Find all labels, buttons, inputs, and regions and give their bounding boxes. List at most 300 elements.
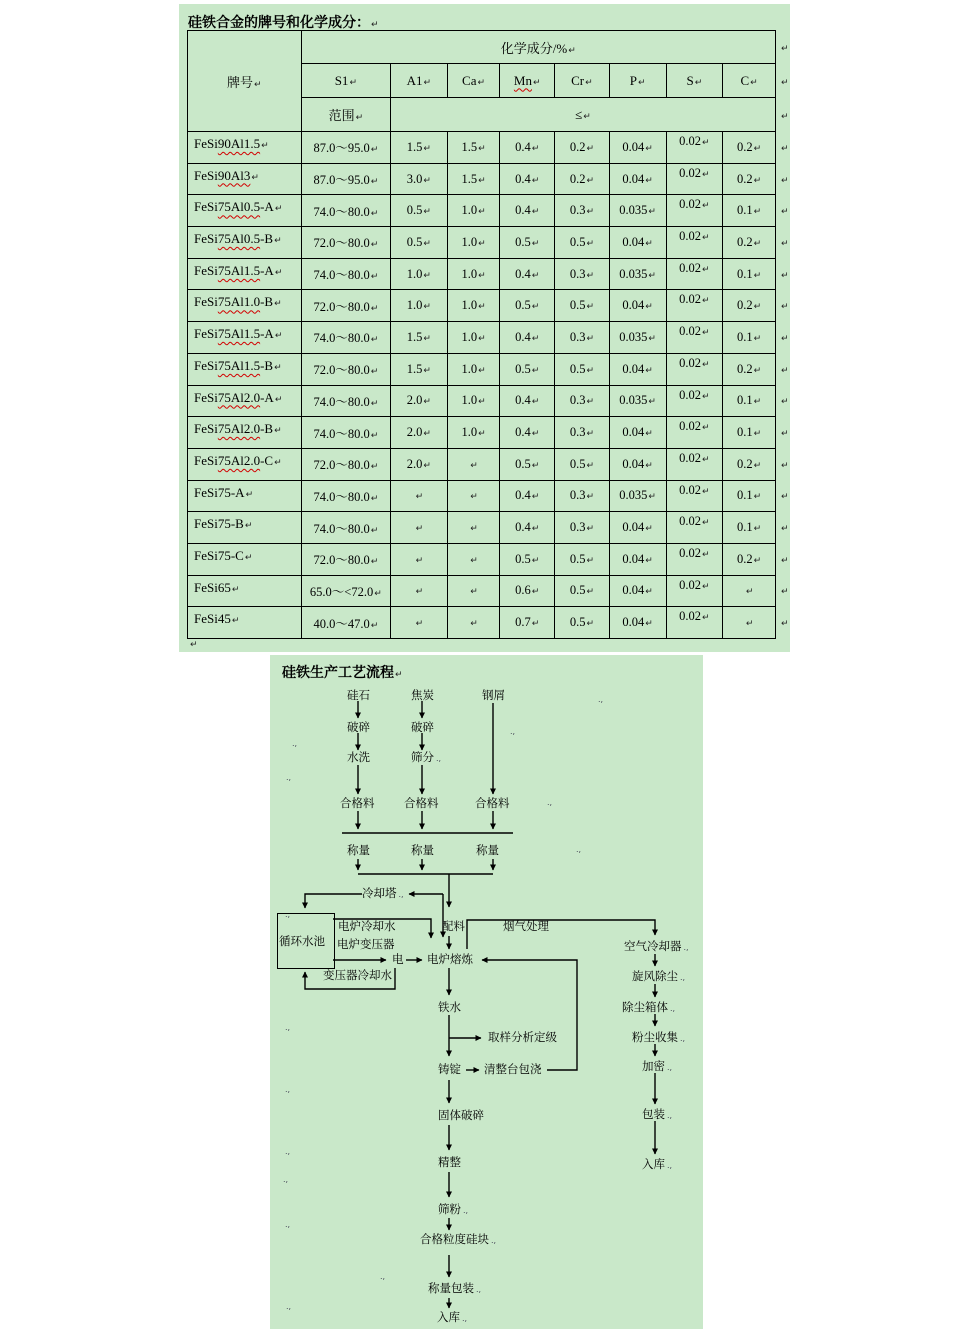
value-cell: 0.035↵ — [609, 258, 666, 290]
format-mark: ., — [283, 1175, 289, 1184]
pilcrow-mark: ↵ — [423, 77, 432, 88]
pilcrow-mark: ↵ — [753, 397, 762, 408]
header-limit: ≤↵ — [391, 98, 776, 132]
pilcrow-mark: ↵ — [371, 20, 379, 30]
value-cell: 0.4↵ — [500, 258, 555, 290]
pilcrow-mark: ↵ — [244, 521, 253, 532]
pilcrow-mark: ↵ — [780, 207, 789, 218]
format-mark: ., — [667, 1063, 673, 1072]
value-cell: 0.1↵ — [723, 417, 776, 449]
header-composition-group: 化学成分/%↵ — [301, 31, 775, 64]
value-cell: 0.4↵ — [500, 512, 555, 544]
header-range: 范围↵ — [301, 98, 390, 132]
flow-node-sieve: 筛粉 ., — [438, 1204, 469, 1216]
pilcrow-mark: ↵ — [415, 555, 424, 566]
misspelled-text: 75Al1.0 — [217, 294, 261, 310]
pilcrow-mark: ↵ — [645, 143, 653, 154]
pilcrow-mark: ↵ — [261, 141, 269, 151]
pilcrow-mark: ↵ — [586, 207, 594, 218]
value-cell: 0.2↵ — [723, 132, 776, 164]
flow-node-silica: 硅石 — [347, 690, 370, 702]
value-cell: 74.0～80.0↵ — [301, 385, 390, 417]
row-end-mark — [775, 227, 789, 259]
pilcrow-mark: ↵ — [702, 264, 710, 275]
misspelled-text: 90Al1.5 — [217, 136, 261, 151]
value-cell: 0.035↵ — [609, 322, 666, 354]
flow-node-fluegas: 烟气处理 — [503, 921, 549, 933]
pilcrow-mark: ↵ — [370, 335, 379, 346]
pilcrow-mark: ↵ — [702, 454, 710, 465]
table-row — [188, 607, 790, 639]
pilcrow-mark: ↵ — [395, 670, 403, 680]
pilcrow-mark: ↵ — [245, 489, 254, 500]
pilcrow-mark: ↵ — [586, 238, 594, 249]
value-cell: 0.5↵ — [500, 227, 555, 259]
pilcrow-mark: ↵ — [254, 79, 262, 90]
value-cell: 0.5↵ — [391, 227, 448, 259]
grade-cell: FeSi75Al2.0-B↵ — [188, 417, 302, 449]
flow-node-dustbox: 除尘箱体 ., — [622, 1002, 676, 1014]
value-cell — [447, 480, 500, 512]
header-element: C↵ — [723, 64, 776, 98]
pilcrow-mark: ↵ — [780, 460, 789, 471]
value-cell: 0.02↵ — [666, 258, 723, 290]
pilcrow-mark: ↵ — [780, 429, 789, 440]
value-cell: 0.4↵ — [500, 322, 555, 354]
pilcrow-mark: ↵ — [645, 619, 653, 630]
value-cell: 0.02↵ — [666, 322, 723, 354]
pilcrow-mark: ↵ — [702, 549, 710, 560]
pilcrow-mark: ↵ — [531, 270, 540, 281]
pilcrow-mark: ↵ — [780, 619, 789, 630]
header-element: Cr↵ — [555, 64, 610, 98]
row-end-mark — [775, 512, 789, 544]
pilcrow-mark: ↵ — [753, 270, 762, 281]
pilcrow-mark: ↵ — [274, 204, 283, 215]
value-cell: 0.04↵ — [609, 417, 666, 449]
pilcrow-mark: ↵ — [648, 492, 656, 503]
pilcrow-mark: ↵ — [702, 391, 710, 402]
table-title-text: 硅铁合金的牌号和化学成分： — [188, 16, 370, 31]
pilcrow-mark: ↵ — [531, 587, 540, 598]
pilcrow-mark: ↵ — [645, 175, 653, 186]
pilcrow-mark: ↵ — [423, 238, 431, 249]
value-cell: 3.0↵ — [391, 163, 448, 195]
value-cell — [723, 607, 776, 639]
pilcrow-mark: ↵ — [780, 302, 789, 313]
pilcrow-mark: ↵ — [702, 138, 710, 148]
pilcrow-mark: ↵ — [274, 362, 282, 373]
table-row — [188, 163, 790, 195]
pilcrow-mark: ↵ — [586, 587, 594, 598]
value-cell: 74.0～80.0↵ — [301, 417, 390, 449]
pilcrow-mark: ↵ — [531, 524, 540, 535]
pilcrow-mark: ↵ — [415, 619, 424, 630]
value-cell: 0.04↵ — [609, 227, 666, 259]
pilcrow-mark: ↵ — [568, 45, 576, 56]
value-cell: 1.0↵ — [447, 290, 500, 322]
value-cell: 0.2↵ — [723, 448, 776, 480]
flow-node-okblock: 合格粒度硅块 ., — [420, 1234, 497, 1246]
pilcrow-mark: ↵ — [585, 77, 593, 88]
flow-node-coke: 焦炭 — [411, 690, 434, 702]
value-cell: 0.02↵ — [666, 385, 723, 417]
table-row — [188, 322, 790, 354]
value-cell: 0.02↵ — [666, 227, 723, 259]
format-mark: ., — [670, 1004, 676, 1013]
flow-node-weigh2: 称量 — [411, 845, 434, 857]
pilcrow-mark: ↵ — [423, 207, 431, 218]
value-cell: 0.04↵ — [609, 512, 666, 544]
value-cell: 0.04↵ — [609, 448, 666, 480]
pilcrow-mark: ↵ — [423, 460, 431, 471]
pilcrow-mark: ↵ — [470, 619, 478, 630]
value-cell: 74.0～80.0↵ — [301, 195, 390, 227]
pilcrow-mark: ↵ — [780, 365, 789, 376]
pilcrow-mark: ↵ — [702, 233, 710, 244]
format-mark: ., — [491, 1236, 497, 1245]
flow-node-store-r: 入库 ., — [642, 1159, 673, 1171]
pilcrow-mark: ↵ — [586, 302, 594, 313]
grade-cell: FeSi75Al1.5-B↵ — [188, 353, 302, 385]
value-cell: 0.5↵ — [500, 448, 555, 480]
pilcrow-mark: ↵ — [645, 524, 653, 535]
grade-cell: FeSi75Al1.0-B↵ — [188, 290, 302, 322]
value-cell: 65.0～<72.0↵ — [301, 575, 390, 607]
value-cell: 74.0～80.0↵ — [301, 512, 390, 544]
pilcrow-mark: ↵ — [370, 620, 379, 631]
pilcrow-mark: ↵ — [586, 143, 594, 154]
pilcrow-mark: ↵ — [780, 555, 789, 566]
value-cell: 0.035↵ — [609, 480, 666, 512]
pilcrow-mark: ↵ — [753, 238, 762, 249]
pilcrow-mark: ↵ — [532, 77, 541, 88]
pilcrow-mark: ↵ — [702, 423, 710, 434]
format-mark: ., — [292, 739, 298, 748]
value-cell: 0.5↵ — [391, 195, 448, 227]
pilcrow-mark: ↵ — [370, 145, 379, 156]
value-cell: 40.0～47.0↵ — [301, 607, 390, 639]
value-cell: 1.0↵ — [447, 227, 500, 259]
pilcrow-mark: ↵ — [423, 270, 431, 281]
value-cell: 87.0～95.0↵ — [301, 132, 390, 164]
value-cell: 74.0～80.0↵ — [301, 480, 390, 512]
format-mark: ., — [436, 754, 442, 763]
pilcrow-mark: ↵ — [274, 236, 282, 247]
format-mark: ., — [683, 943, 689, 952]
pilcrow-mark: ↵ — [231, 616, 240, 627]
value-cell: 0.3↵ — [555, 512, 610, 544]
format-mark: ., — [286, 773, 292, 782]
grade-cell: FeSi90Al3↵ — [188, 163, 302, 195]
pilcrow-mark: ↵ — [586, 524, 594, 535]
row-end-mark — [775, 98, 789, 132]
value-cell: 0.02↵ — [666, 290, 723, 322]
value-cell: 1.0↵ — [447, 322, 500, 354]
flow-node-efwater: 电炉冷却水 — [338, 921, 396, 933]
value-cell: 1.0↵ — [447, 417, 500, 449]
row-end-mark — [775, 258, 789, 290]
value-cell: 1.0↵ — [391, 258, 448, 290]
misspelled-text: 75Al2.0 — [217, 452, 261, 468]
pilcrow-mark: ↵ — [745, 587, 754, 598]
format-mark: ., — [462, 1314, 468, 1323]
pilcrow-mark: ↵ — [415, 587, 424, 598]
flow-node-screen: 筛分 ., — [411, 752, 442, 764]
format-mark: ., — [547, 798, 553, 807]
format-mark: ., — [510, 727, 516, 736]
value-cell: 0.04↵ — [609, 163, 666, 195]
pilcrow-mark: ↵ — [702, 581, 710, 592]
pilcrow-mark: ↵ — [355, 113, 364, 123]
flow-node-ok1: 合格料 — [340, 798, 375, 810]
value-cell: 87.0～95.0↵ — [301, 163, 390, 195]
grade-cell: FeSi75-B↵ — [188, 512, 302, 544]
pilcrow-mark: ↵ — [637, 77, 646, 88]
pilcrow-mark: ↵ — [478, 429, 486, 440]
row-end-mark — [775, 163, 789, 195]
value-cell — [447, 543, 500, 575]
pilcrow-mark: ↵ — [750, 77, 758, 88]
format-mark: ., — [380, 1272, 386, 1281]
value-cell: 0.3↵ — [555, 417, 610, 449]
value-cell — [391, 543, 448, 575]
pilcrow-mark: ↵ — [478, 333, 486, 344]
value-cell: 1.5↵ — [391, 132, 448, 164]
pilcrow-mark: ↵ — [702, 518, 710, 529]
flow-node-scrap: 钢屑 — [482, 690, 505, 702]
format-mark: ., — [285, 1220, 291, 1229]
pilcrow-mark: ↵ — [477, 77, 486, 88]
pilcrow-mark: ↵ — [423, 429, 431, 440]
value-cell: 0.5↵ — [555, 575, 610, 607]
pilcrow-mark: ↵ — [244, 552, 253, 563]
value-cell: 1.0↵ — [447, 258, 500, 290]
flow-node-eftrans: 电炉变压器 — [337, 939, 395, 951]
grade-cell: FeSi75Al1.5-A↵ — [188, 258, 302, 290]
format-mark: ., — [576, 845, 582, 854]
value-cell: 0.3↵ — [555, 480, 610, 512]
pilcrow-mark: ↵ — [415, 492, 424, 503]
value-cell: 2.0↵ — [391, 417, 448, 449]
format-mark: ., — [476, 1285, 482, 1294]
pilcrow-mark: ↵ — [531, 143, 540, 154]
value-cell: 0.02↵ — [666, 163, 723, 195]
value-cell: 0.02↵ — [666, 543, 723, 575]
pilcrow-mark: ↵ — [531, 429, 540, 440]
pilcrow-mark: ↵ — [370, 367, 379, 378]
pilcrow-mark: ↵ — [478, 207, 486, 218]
pilcrow-mark: ↵ — [370, 430, 379, 441]
pilcrow-mark: ↵ — [531, 175, 540, 186]
misspelled-text: 75Al1.5 — [217, 357, 261, 373]
pilcrow-mark: ↵ — [645, 429, 653, 440]
format-mark: ., — [667, 1111, 673, 1120]
row-end-mark — [775, 195, 789, 227]
value-cell: 72.0～80.0↵ — [301, 543, 390, 575]
value-cell: 74.0～80.0↵ — [301, 258, 390, 290]
table-row — [188, 290, 790, 322]
row-end-mark — [775, 480, 789, 512]
value-cell: 0.2↵ — [723, 227, 776, 259]
pilcrow-mark: ↵ — [423, 143, 431, 154]
value-cell: 0.035↵ — [609, 195, 666, 227]
pilcrow-mark: ↵ — [702, 169, 710, 180]
value-cell: 0.1↵ — [723, 322, 776, 354]
flow-node-crush2: 破碎 — [411, 722, 434, 734]
value-cell: 2.0↵ — [391, 448, 448, 480]
value-cell: 0.2↵ — [723, 163, 776, 195]
value-cell: 0.2↵ — [723, 543, 776, 575]
pilcrow-mark: ↵ — [531, 492, 540, 503]
pilcrow-mark: ↵ — [694, 77, 703, 88]
pilcrow-mark: ↵ — [274, 426, 282, 437]
pilcrow-mark: ↵ — [645, 302, 653, 313]
pilcrow-mark: ↵ — [190, 640, 198, 650]
value-cell: 72.0～80.0↵ — [301, 227, 390, 259]
pilcrow-mark: ↵ — [780, 175, 789, 186]
flow-node-finish: 精整 — [438, 1157, 461, 1169]
pilcrow-mark: ↵ — [586, 492, 594, 503]
pilcrow-mark: ↵ — [753, 492, 762, 503]
pilcrow-mark: ↵ — [780, 524, 789, 535]
value-cell: 0.02↵ — [666, 195, 723, 227]
value-cell: 0.02↵ — [666, 132, 723, 164]
row-end-mark — [775, 290, 789, 322]
value-cell: 0.5↵ — [555, 448, 610, 480]
pilcrow-mark: ↵ — [586, 619, 594, 630]
row-end-mark — [775, 385, 789, 417]
value-cell: 0.4↵ — [500, 132, 555, 164]
value-cell: 0.2↵ — [555, 163, 610, 195]
pilcrow-mark: ↵ — [370, 525, 379, 536]
pilcrow-mark: ↵ — [648, 270, 656, 281]
grade-cell: FeSi75Al2.0-C↵ — [188, 448, 302, 480]
format-mark: ., — [285, 1085, 291, 1094]
value-cell: 0.2↵ — [723, 290, 776, 322]
pilcrow-mark: ↵ — [531, 555, 540, 566]
flow-node-pack: 包装 ., — [642, 1109, 673, 1121]
flowchart-title-text: 硅铁生产工艺流程 — [282, 666, 394, 681]
header-element: S↵ — [666, 64, 723, 98]
table-row — [188, 575, 790, 607]
pilcrow-mark: ↵ — [648, 333, 656, 344]
flowchart-panel — [270, 655, 703, 1329]
row-end-mark — [775, 543, 789, 575]
alloy-composition-table — [187, 30, 790, 639]
pilcrow-mark: ↵ — [531, 397, 540, 408]
pilcrow-mark: ↵ — [470, 524, 478, 535]
flow-node-wash: 水洗 — [347, 752, 370, 764]
pilcrow-mark: ↵ — [231, 584, 240, 595]
pilcrow-mark: ↵ — [753, 143, 762, 154]
pilcrow-mark: ↵ — [753, 524, 762, 535]
value-cell: 1.5↵ — [447, 132, 500, 164]
pilcrow-mark: ↵ — [780, 270, 789, 281]
pilcrow-mark: ↵ — [753, 207, 762, 218]
pilcrow-mark: ↵ — [478, 365, 486, 376]
format-mark: ., — [598, 695, 604, 704]
pilcrow-mark: ↵ — [423, 365, 431, 376]
header-element: S1↵ — [301, 64, 390, 98]
value-cell: 0.3↵ — [555, 385, 610, 417]
value-cell: 0.04↵ — [609, 353, 666, 385]
format-mark: ., — [680, 973, 686, 982]
flow-node-elec: 电 — [392, 954, 404, 966]
format-mark: ., — [463, 1206, 469, 1215]
flow-node-ok3: 合格料 — [475, 798, 510, 810]
pilcrow-mark: ↵ — [423, 333, 431, 344]
value-cell — [447, 512, 500, 544]
flow-node-furnace: 电炉熔炼 — [427, 954, 473, 966]
table-row — [188, 417, 790, 449]
grade-cell: FeSi75-C↵ — [188, 543, 302, 575]
pilcrow-mark: ↵ — [349, 77, 357, 88]
value-cell: 0.04↵ — [609, 607, 666, 639]
pilcrow-mark: ↵ — [583, 111, 591, 122]
pilcrow-mark: ↵ — [470, 492, 478, 503]
misspelled-text: 75Al2.0 — [217, 421, 261, 437]
value-cell: 0.4↵ — [500, 195, 555, 227]
value-cell: 0.5↵ — [555, 353, 610, 385]
pilcrow-mark: ↵ — [370, 462, 379, 473]
value-cell: 1.5↵ — [391, 322, 448, 354]
value-cell: 72.0～80.0↵ — [301, 353, 390, 385]
value-cell: 0.4↵ — [500, 385, 555, 417]
value-cell: 0.02↵ — [666, 607, 723, 639]
pilcrow-mark: ↵ — [370, 208, 379, 219]
value-cell: 0.2↵ — [555, 132, 610, 164]
pilcrow-mark: ↵ — [702, 328, 710, 339]
flow-node-sample: 取样分析定级 — [488, 1032, 557, 1044]
misspelled-text: 75Al1.5 — [217, 262, 261, 278]
table-row — [188, 512, 790, 544]
pilcrow-mark: ↵ — [702, 613, 710, 624]
header-element: Ca↵ — [447, 64, 500, 98]
table-row — [188, 480, 790, 512]
flow-node-store-c: 入库 ., — [437, 1312, 468, 1324]
pilcrow-mark: ↵ — [586, 460, 594, 471]
pilcrow-mark: ↵ — [753, 429, 762, 440]
value-cell: 0.2↵ — [723, 353, 776, 385]
flow-node-weigh3: 称量 — [476, 845, 499, 857]
pilcrow-mark: ↵ — [780, 77, 789, 88]
pilcrow-mark: ↵ — [478, 175, 486, 186]
pilcrow-mark: ↵ — [780, 111, 789, 122]
flow-node-pool: 循环水池 — [279, 936, 325, 948]
table-row — [188, 132, 790, 164]
pilcrow-mark: ↵ — [531, 238, 540, 249]
header-element: P↵ — [609, 64, 666, 98]
pilcrow-mark: ↵ — [645, 555, 653, 566]
value-cell: 1.0↵ — [447, 195, 500, 227]
row-end-mark — [775, 64, 789, 98]
pilcrow-mark: ↵ — [645, 365, 653, 376]
grade-cell: FeSi75Al2.0-A↵ — [188, 385, 302, 417]
pilcrow-mark: ↵ — [370, 493, 379, 504]
value-cell: 0.5↵ — [555, 290, 610, 322]
pilcrow-mark: ↵ — [753, 460, 762, 471]
pilcrow-mark: ↵ — [370, 240, 379, 251]
table-row — [188, 258, 790, 290]
pilcrow-mark: ↵ — [531, 333, 540, 344]
value-cell: 0.5↵ — [555, 543, 610, 575]
value-cell: 0.5↵ — [500, 543, 555, 575]
flow-node-tower: 冷却塔 ., — [362, 888, 404, 900]
value-cell: 74.0～80.0↵ — [301, 322, 390, 354]
pilcrow-mark: ↵ — [370, 398, 379, 409]
pilcrow-mark: ↵ — [753, 555, 762, 566]
